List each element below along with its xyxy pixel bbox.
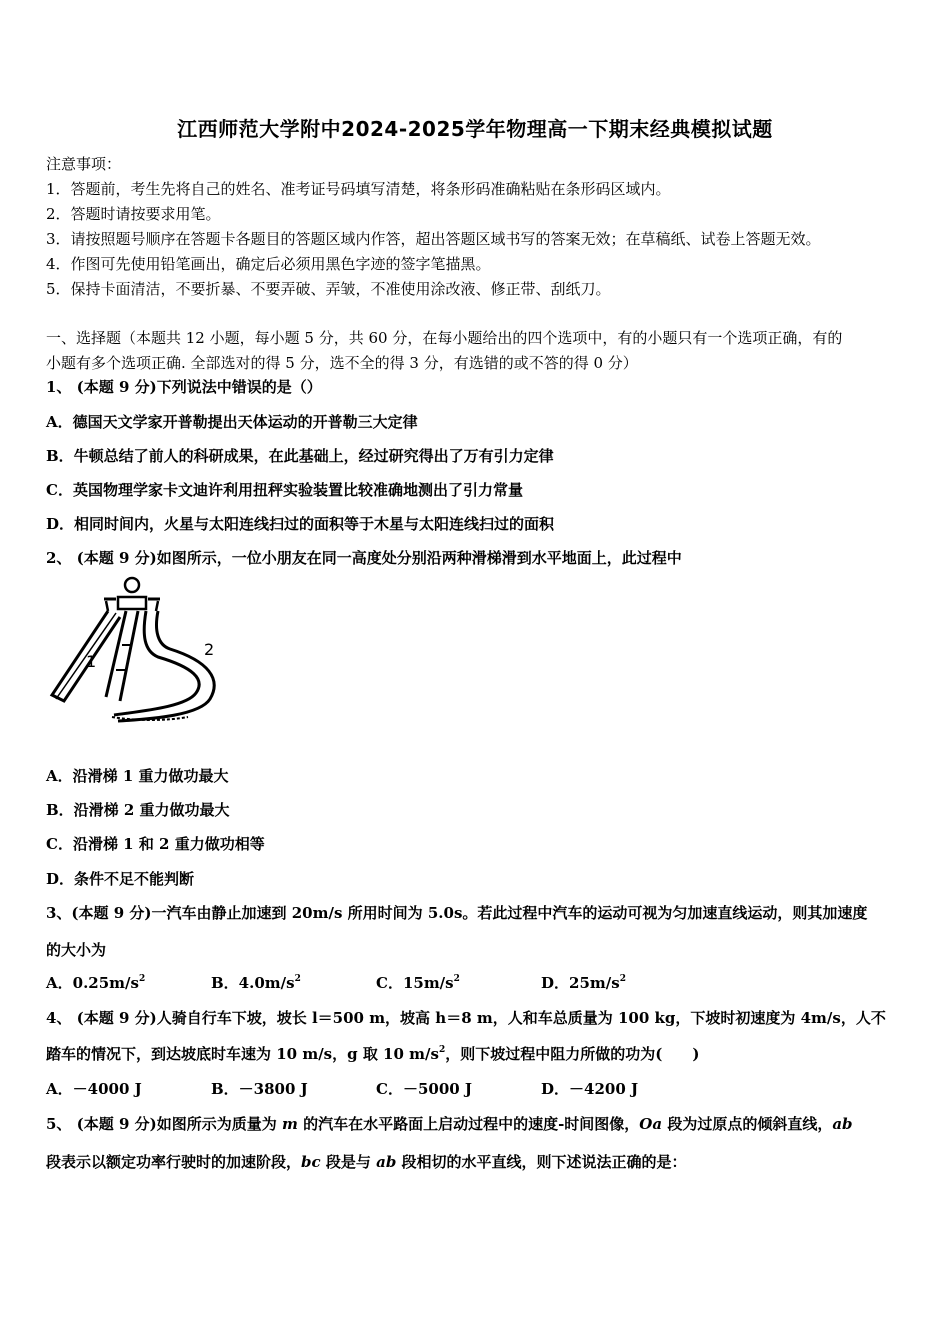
q1-stem: 1、 (本题 9 分)下列说法中错误的是（） xyxy=(46,378,322,396)
q3-options xyxy=(46,972,626,993)
notice-item-5: 5．保持卡面清洁，不要折暴、不要弄破、弄皱，不准使用涂改液、修正带、刮纸刀。 xyxy=(46,280,611,298)
q1-option-a: A．德国天文学家开普勒提出天体运动的开普勒三大定律 xyxy=(46,413,418,431)
q2-option-a: A．沿滑梯 1 重力做功最大 xyxy=(46,767,229,785)
section-heading-line-2: 小题有多个选项正确. 全部选对的得 5 分，选不全的得 3 分，有选错的或不答的得 0 分） xyxy=(46,354,638,372)
q5-stem-line-2: 段表示以额定功率行驶时的加速阶段，bc 段是与 ab 段相切的水平直线，则下述说法正确的是： xyxy=(46,1153,687,1171)
slide-figure-drawing xyxy=(46,575,226,725)
q2-option-c: C．沿滑梯 1 和 2 重力做功相等 xyxy=(46,835,265,853)
notice-item-3: 3．请按照题号顺序在答题卡各题目的答题区域内作答，超出答题区域书写的答案无效；在草稿纸、试卷上答题无效。 xyxy=(46,230,821,248)
page-title: 江西师范大学附中2024-2025学年物理高一下期末经典模拟试题 xyxy=(177,117,773,141)
slide-2-label: 2 xyxy=(204,640,215,659)
q4-option-a: A．－4000 J xyxy=(46,1080,142,1098)
q3-stem-line-2: 的大小为 xyxy=(46,941,107,959)
q4-stem-line-2: 踏车的情况下，到达坡底时车速为 10 m/s，g 取 10 $m/s^2$，则下坡过程中阻力所做的功为( ) xyxy=(46,1045,700,1063)
q3-stem-line-1: 3、(本题 9 分)一汽车由静止加速到 20m/s 所用时间为 5.0s。若此过程中汽车的运动可视为匀加速直线运动，则其加速度 xyxy=(46,904,868,922)
q4-option-d: D．－4200 J xyxy=(541,1080,639,1098)
section-heading-line-1: 一、选择题（本题共 12 小题，每小题 5 分，共 60 分，在每小题给出的四个选项中，有的小题只有一个选项正确，有的 xyxy=(46,329,843,347)
q4-stem-line-1: 4、 (本题 9 分)人骑自行车下坡，坡长 l＝500 m，坡高 h＝8 m，人和车总质量为 100 kg，下坡时初速度为 4m/s，人不 xyxy=(46,1009,886,1027)
q5-stem-line-1: 5、 (本题 9 分)如图所示为质量为 m 的汽车在水平路面上启动过程中的速度-时间图像，Oa 段为过原点的倾斜直线，ab xyxy=(46,1115,853,1133)
q3-option-b: B．$4.0m/s^2$ xyxy=(211,974,301,992)
notice-item-1: 1．答题前，考生先将自己的姓名、准考证号码填写清楚，将条形码准确粘贴在条形码区域内。 xyxy=(46,180,671,198)
slide-figure xyxy=(46,575,226,725)
q3-option-d: D．$25m/s^2$ xyxy=(541,974,626,992)
q3-option-a: A．$0.25m/s^2$ xyxy=(46,974,146,992)
q2-option-d: D．条件不足不能判断 xyxy=(46,870,195,888)
q2-option-b: B．沿滑梯 2 重力做功最大 xyxy=(46,801,230,819)
notice-item-4: 4．作图可先使用铅笔画出，确定后必须用黑色字迹的签字笔描黑。 xyxy=(46,255,491,273)
notice-item-2: 2．答题时请按要求用笔。 xyxy=(46,205,221,223)
q4-option-b: B．－3800 J xyxy=(211,1080,308,1098)
slide-1-label: 1 xyxy=(86,652,97,671)
q1-option-c: C．英国物理学家卡文迪许利用扭秤实验装置比较准确地测出了引力常量 xyxy=(46,481,523,499)
q4-options xyxy=(46,1078,638,1099)
q4-option-c: C．－5000 J xyxy=(376,1080,473,1098)
notice-heading: 注意事项： xyxy=(46,155,122,173)
q1-option-b: B．牛顿总结了前人的科研成果，在此基础上，经过研究得出了万有引力定律 xyxy=(46,447,554,465)
q1-option-d: D．相同时间内，火星与太阳连线扫过的面积等于木星与太阳连线扫过的面积 xyxy=(46,515,555,533)
q3-option-c: C．$15m/s^2$ xyxy=(376,974,460,992)
q2-stem: 2、 (本题 9 分)如图所示，一位小朋友在同一高度处分别沿两种滑梯滑到水平地面上，此过程中 xyxy=(46,549,682,567)
